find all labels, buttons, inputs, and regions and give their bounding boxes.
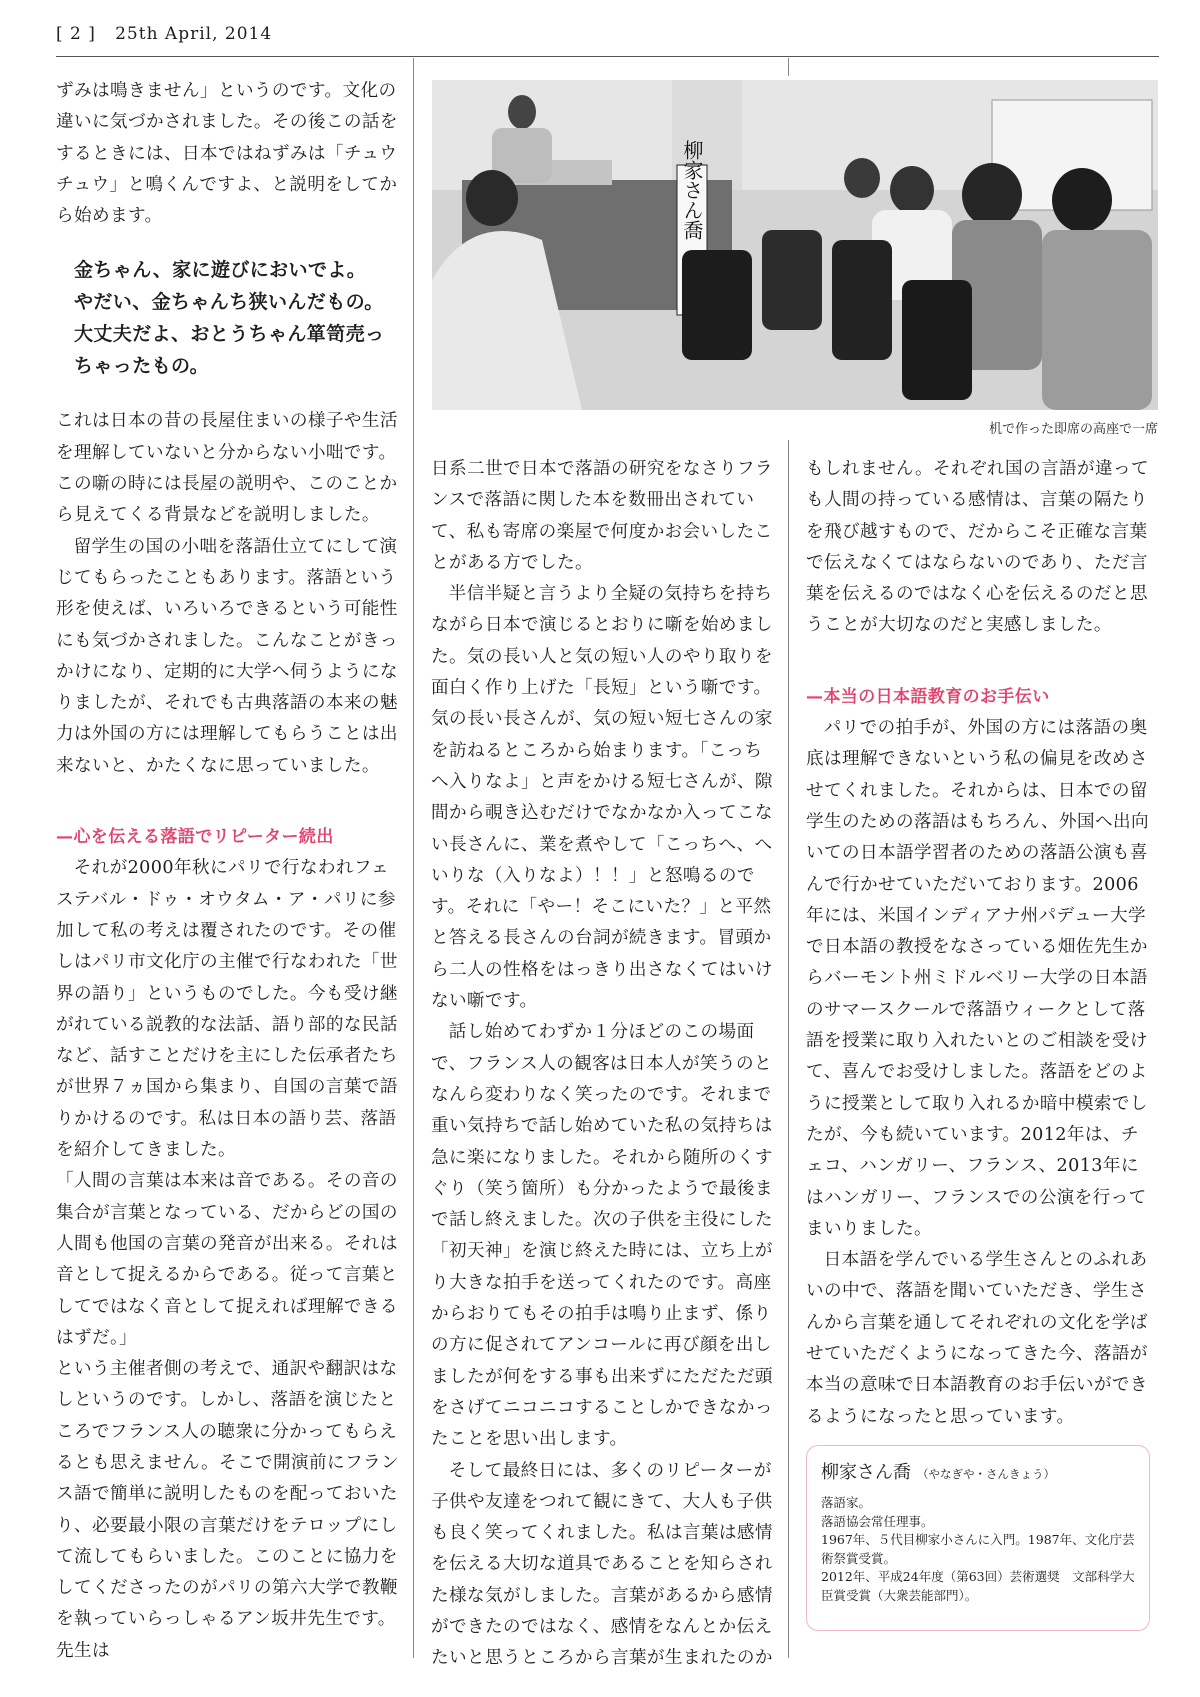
profile-line: 落語協会常任理事。 xyxy=(821,1513,934,1529)
profile-reading: （やなぎや・さんきょう） xyxy=(917,1467,1055,1481)
section-heading: —本当の日本語教育のお手伝い xyxy=(806,686,1050,707)
article-column-2 xyxy=(431,454,777,1675)
paragraph: 日本語を学んでいる学生さんとのふれあいの中で、落語を聞いていただき、学生さんから言葉を通してそれぞれの文化を学ばせていただくようになってきた今、落語が本当の意味で日本語教育のお手伝いができるようになったと思っています。 xyxy=(806,1250,1148,1427)
event-photo xyxy=(432,80,1158,410)
paragraph: パリでの拍手が、外国の方には落語の奥底は理解できないという私の偏見を改めさせてくれました。それからは、日本での留学生のための落語はもちろん、外国へ出向いての日本語学習者のための落語公演も喜んで行かせていただいております。2006年には、米国インディアナ州パデュー大学で日本語の教授をなさっている畑佐先生からバーモント州ミドルベリー大学の日本語のサマースクールで落語ウィークとして落語を授業に取り入れたいとのご相談を受けて、喜んでお受けしました。落語をどのように授業として取り入れるか暗中模索でしたが、今も続いています。2012年は、チェコ、ハンガリー、フランス、2013年にはハンガリー、フランスでの公演を行ってまいりました。 xyxy=(806,718,1149,1239)
column-divider-2 xyxy=(788,58,789,76)
profile-line: 1967年、５代目柳家小さんに入門。1987年、文化庁芸術祭賞受賞。 xyxy=(821,1532,1135,1566)
photo-caption: 机で作った即席の高座で一席 xyxy=(988,422,1158,437)
article-column-3 xyxy=(806,454,1152,1433)
photo-illustration xyxy=(432,80,1158,410)
paragraph: 話し始めてわずか１分ほどのこの場面で、フランス人の観客は日本人が笑うのとなんら変わりなく笑ったのです。それまで重い気持ちで話し始めていた私の気持ちは急に楽になりました。それから随所のくすぐり（笑う箇所）も分かったようで最後まで話し終えました。次の子供を主役にした「初天神」を演じ終えた時には、立ち上がり大きな拍手を送ってくれたのです。高座からおりてもその拍手は鳴り止まず、係りの方に促されてアンコールに再び顔を出しましたが何をする事も出来ずにただただ頭をさげてニコニコすることしかできなかったことを思い出します。 xyxy=(431,1022,773,1450)
paragraph: もしれません。それぞれ国の言語が違っても人間の持っている感情は、言葉の隔たりを飛び越すもので、だからこそ正確な言葉で伝えなくてはならないのであり、ただ言葉を伝えるのではなく心を伝えるのだと思うことが大切なのだと実感しました。 xyxy=(806,459,1149,636)
column-divider-1 xyxy=(413,58,414,1658)
article-column-1 xyxy=(56,76,402,1667)
quote-line: 金ちゃん、家に遊びにおいでよ。 xyxy=(74,259,367,282)
paragraph: 留学生の国の小咄を落語仕立てにして演じてもらったこともあります。落語という形を使えば、いろいろできるという可能性にも気づかされました。こんなことがきっかけになり、定期的に大学へ伺うようになりましたが、それでも古典落語の本来の魅力は外国の方には理解してもらうことは出来ないと、かたくなに思っていました。 xyxy=(56,536,398,776)
profile-line: 落語家。 xyxy=(821,1495,872,1510)
profile-line: 2012年、平成24年度（第63回）芸術選奨 文部科学大臣賞受賞（大衆芸能部門）。 xyxy=(821,1569,1135,1603)
issue-date: 25th April, 2014 xyxy=(115,24,273,44)
profile-body xyxy=(821,1494,1135,1605)
quote-line: やだい、金ちゃんち狭いんだもの。 xyxy=(74,291,384,314)
paragraph: それが2000年秋にパリで行なわれフェステバル・ドゥ・オウタム・ア・パリに参加して私の考えは覆されたのです。その催しはパリ市文化庁の主催で行なわれた「世界の語り」というものでした。今も受け継がれている説教的な法話、語り部的な民話など、話すことだけを主にした伝承者たちが世界７ヵ国から集まり、自国の言葉で語りかけるのです。私は日本の語り芸、落語を紹介してきました。 xyxy=(56,858,398,1161)
photo-banner-text: 柳家さん喬 xyxy=(680,140,704,240)
paragraph: ずみは鳴きません」というのです。文化の違いに気づかされました。その後この話をするときには、日本ではねずみは「チュウチュウ」と鳴くんですよ、と説明をしてから始めます。 xyxy=(56,81,398,227)
section-heading: —心を伝える落語でリピーター続出 xyxy=(56,827,334,848)
quote-line: 大丈夫だよ、おとうちゃん箪笥売っちゃったもの。 xyxy=(74,323,385,378)
profile-heading xyxy=(821,1458,1135,1484)
paragraph: 半信半疑と言うより全疑の気持ちを持ちながら日本で演じるとおりに噺を始めました。気の長い人と気の短い人のやり取りを面白く作り上げた「長短」という噺です。気の長い長さんが、気の短い短七さんの家を訪ねるところから始まります。「こっちへ入りなよ」と声をかける短七さんが、隙間から覗き込むだけでなかなか入ってこない長さんに、業を煮やして「こっちへ、へいりな（入りなよ）！！」と怒鳴るのです。それに「やー！そこにいた？」と平然と答える長さんの台詞が続きます。冒頭から二人の性格をはっきり出さなくてはいけない噺です。 xyxy=(431,584,773,1012)
kobanashi-quote xyxy=(74,254,402,382)
header-text xyxy=(56,24,272,44)
paragraph: これは日本の昔の長屋住まいの様子や生活を理解していないと分からない小咄です。この噺の時には長屋の説明や、このことから見えてくる背景などを説明しました。 xyxy=(56,411,398,526)
column-divider-2-lower xyxy=(788,440,789,1658)
paragraph: 「人間の言葉は本来は音である。その音の集合が言葉となっている、だからどの国の人間も他国の言葉の発音が出来る。それは音として捉えるからである。従って言葉としてではなく音として捉えれば理解できるはずだ。」 xyxy=(56,1171,398,1348)
author-profile-box xyxy=(806,1445,1150,1631)
header-rule xyxy=(56,56,1159,57)
page-number: [ 2 ] xyxy=(56,24,96,44)
profile-name: 柳家さん喬 xyxy=(821,1462,911,1483)
paragraph: そして最終日には、多くのリピーターが子供や友達をつれて観にきて、大人も子供も良く笑ってくれました。私は言葉は感情を伝える大切な道具であることを知らされた様な気がしました。言葉があるから感情ができたのではなく、感情をなんとか伝えたいと思うところから言葉が生まれたのか xyxy=(431,1460,773,1669)
paragraph: 日系二世で日本で落語の研究をなさりフランスで落語に関した本を数冊出されていて、私も寄席の楽屋で何度かお会いしたことがある方でした。 xyxy=(431,459,773,573)
paragraph: という主催者側の考えで、通訳や翻訳はなしというのです。しかし、落語を演じたところでフランス人の聴衆に分かってもらえるとも思えません。そこで開演前にフランス語で簡単に説明したものを配っておいたり、必要最小限の言葉だけをテロップにして流してもらいました。このことに協力をしてくださったのがパリの第六大学で教鞭を執っていらっしゃるアン坂井先生です。先生は xyxy=(56,1359,399,1661)
